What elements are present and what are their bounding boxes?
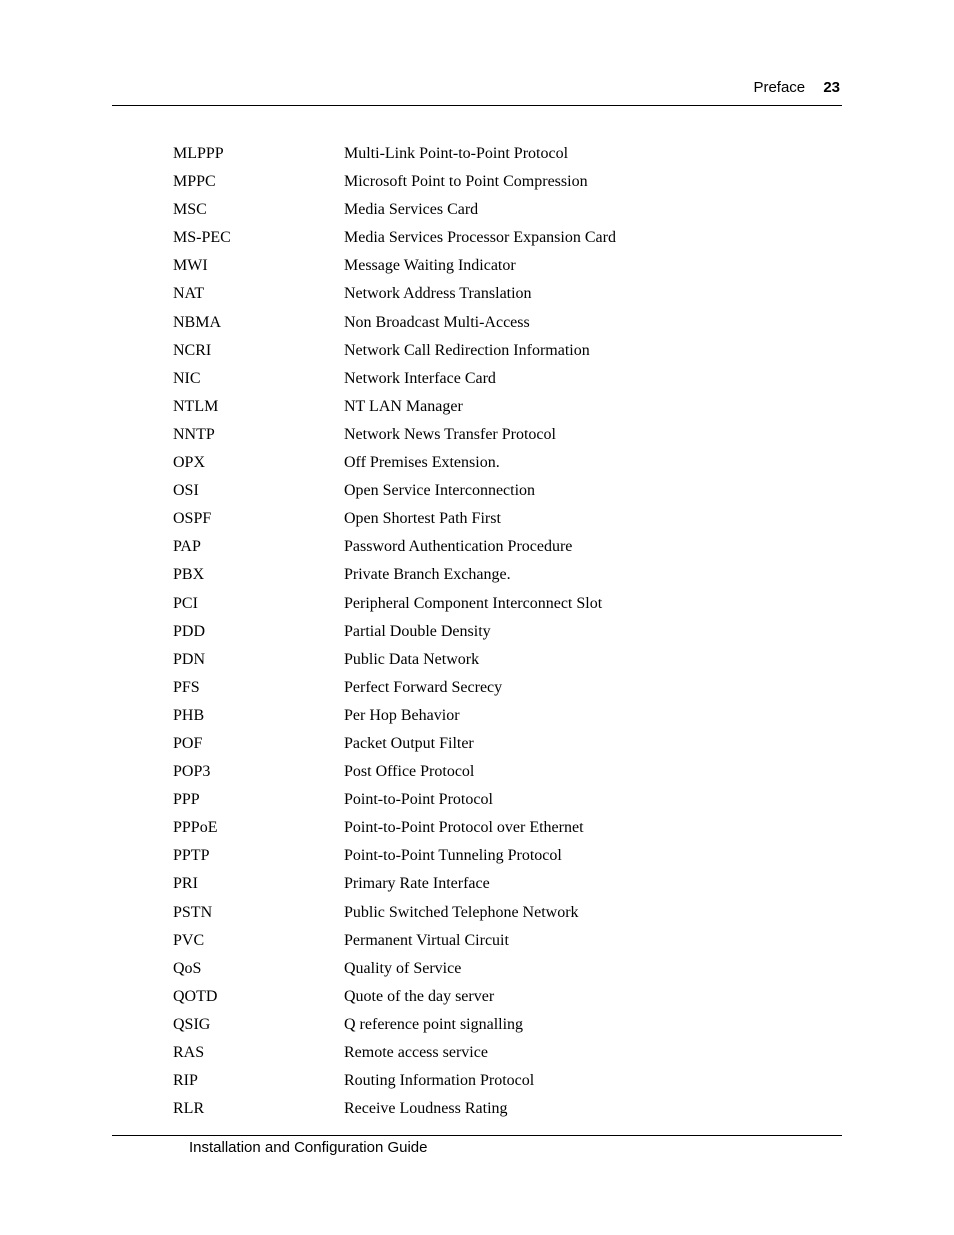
- glossary-row: [173, 533, 793, 561]
- glossary-definition: Microsoft Point to Point Compression: [344, 173, 588, 191]
- glossary-row: [173, 983, 793, 1011]
- glossary-definition: Network Call Redirection Information: [344, 341, 590, 359]
- glossary-row: [173, 280, 793, 308]
- glossary-term: POP3: [173, 763, 211, 781]
- glossary-row: [173, 730, 793, 758]
- glossary-term: PDN: [173, 650, 206, 668]
- glossary-definition: Point-to-Point Tunneling Protocol: [344, 847, 562, 865]
- glossary-row: [173, 561, 793, 589]
- glossary-definition: Network News Transfer Protocol: [344, 425, 556, 443]
- glossary-term: MWI: [173, 257, 208, 275]
- glossary-definition: Private Branch Exchange.: [344, 566, 511, 584]
- glossary-definition: Non Broadcast Multi-Access: [344, 313, 530, 331]
- glossary-row: [173, 814, 793, 842]
- glossary-row: [173, 1039, 793, 1067]
- glossary-term: QoS: [173, 959, 202, 977]
- glossary-term: PCI: [173, 594, 198, 612]
- glossary-definition: Media Services Processor Expansion Card: [344, 229, 616, 247]
- glossary-term: PSTN: [173, 903, 213, 921]
- glossary-term: NIC: [173, 369, 201, 387]
- glossary-definition: Quote of the day server: [344, 987, 495, 1005]
- glossary-row: [173, 646, 793, 674]
- glossary-row: [173, 309, 793, 337]
- glossary-definition: Remote access service: [344, 1044, 488, 1061]
- glossary-definition: Receive Loudness Rating: [344, 1100, 508, 1118]
- glossary-list: [173, 140, 793, 1123]
- glossary-row: [173, 758, 793, 786]
- glossary-definition: Network Address Translation: [344, 285, 532, 303]
- glossary-term: NAT: [173, 285, 205, 303]
- glossary-term: NNTP: [173, 425, 215, 443]
- glossary-definition: Open Service Interconnection: [344, 482, 536, 500]
- glossary-definition: Q reference point signalling: [344, 1015, 524, 1033]
- glossary-row: [173, 337, 793, 365]
- glossary-definition: Public Data Network: [344, 650, 480, 668]
- glossary-row: [173, 618, 793, 646]
- glossary-term: RAS: [173, 1044, 205, 1061]
- glossary-definition: NT LAN Manager: [344, 397, 463, 415]
- glossary-term: RIP: [173, 1072, 198, 1090]
- glossary-term: RLR: [173, 1100, 205, 1118]
- footer-rule: [112, 1135, 842, 1136]
- glossary-row: [173, 224, 793, 252]
- glossary-term: PAP: [173, 538, 201, 556]
- glossary-row: [173, 899, 793, 927]
- glossary-term: PPP: [173, 791, 200, 809]
- glossary-row: [173, 674, 793, 702]
- glossary-definition: Partial Double Density: [344, 622, 491, 640]
- glossary-definition: Packet Output Filter: [344, 734, 474, 752]
- glossary-term: MS-PEC: [173, 229, 231, 247]
- glossary-row: [173, 365, 793, 393]
- glossary-row: [173, 393, 793, 421]
- glossary-definition: Per Hop Behavior: [344, 706, 460, 724]
- glossary-term: PDD: [173, 622, 206, 640]
- glossary-definition: Public Switched Telephone Network: [344, 903, 579, 921]
- glossary-term: PRI: [173, 875, 198, 893]
- glossary-row: [173, 140, 793, 168]
- glossary-definition: Network Interface Card: [344, 369, 496, 387]
- glossary-definition: Quality of Service: [344, 959, 462, 977]
- glossary-row: [173, 702, 793, 730]
- glossary-row: [173, 842, 793, 870]
- glossary-definition: Post Office Protocol: [344, 763, 475, 781]
- glossary-row: [173, 1011, 793, 1039]
- glossary-term: PHB: [173, 706, 205, 724]
- glossary-row: [173, 449, 793, 477]
- glossary-row: [173, 477, 793, 505]
- section-title: Preface: [753, 79, 806, 96]
- glossary-definition: Multi-Link Point-to-Point Protocol: [344, 145, 569, 162]
- glossary-definition: Peripheral Component Interconnect Slot: [344, 594, 603, 612]
- glossary-term: QOTD: [173, 987, 218, 1005]
- glossary-term: PVC: [173, 931, 205, 949]
- glossary-definition: Password Authentication Procedure: [344, 538, 573, 556]
- glossary-row: [173, 590, 793, 618]
- glossary-term: MSC: [173, 201, 207, 219]
- header-rule: [112, 105, 842, 106]
- glossary-row: [173, 1095, 793, 1123]
- glossary-row: [173, 168, 793, 196]
- glossary-definition: Perfect Forward Secrecy: [344, 678, 503, 696]
- glossary-row: [173, 1067, 793, 1095]
- glossary-term: MLPPP: [173, 145, 224, 162]
- glossary-definition: Primary Rate Interface: [344, 875, 490, 893]
- glossary-definition: Point-to-Point Protocol: [344, 791, 493, 809]
- glossary-term: MPPC: [173, 173, 216, 191]
- glossary-row: [173, 870, 793, 898]
- glossary-definition: Message Waiting Indicator: [344, 257, 516, 275]
- glossary-definition: Point-to-Point Protocol over Ethernet: [344, 819, 584, 837]
- glossary-definition: Open Shortest Path First: [344, 510, 501, 528]
- glossary-row: [173, 196, 793, 224]
- glossary-term: NCRI: [173, 341, 212, 359]
- glossary-term: NTLM: [173, 397, 219, 415]
- glossary-row: [173, 505, 793, 533]
- page-header: [753, 78, 840, 98]
- glossary-row: [173, 927, 793, 955]
- glossary-term: OSPF: [173, 510, 212, 528]
- glossary-term: QSIG: [173, 1015, 211, 1033]
- glossary-term: PPPoE: [173, 819, 218, 837]
- glossary-definition: Permanent Virtual Circuit: [344, 931, 509, 949]
- glossary-row: [173, 786, 793, 814]
- document-title: Installation and Configuration Guide: [189, 1139, 428, 1156]
- glossary-row: [173, 421, 793, 449]
- glossary-row: [173, 955, 793, 983]
- glossary-term: POF: [173, 734, 203, 752]
- glossary-term: PBX: [173, 566, 205, 584]
- glossary-definition: Off Premises Extension.: [344, 454, 500, 472]
- glossary-definition: Media Services Card: [344, 201, 479, 219]
- glossary-term: NBMA: [173, 313, 222, 331]
- glossary-term: OPX: [173, 454, 206, 472]
- glossary-row: [173, 252, 793, 280]
- page-number: 23: [823, 79, 840, 96]
- glossary-term: PFS: [173, 678, 200, 696]
- glossary-term: PPTP: [173, 847, 210, 865]
- glossary-definition: Routing Information Protocol: [344, 1072, 535, 1090]
- glossary-term: OSI: [173, 482, 199, 500]
- page-footer: [189, 1138, 428, 1158]
